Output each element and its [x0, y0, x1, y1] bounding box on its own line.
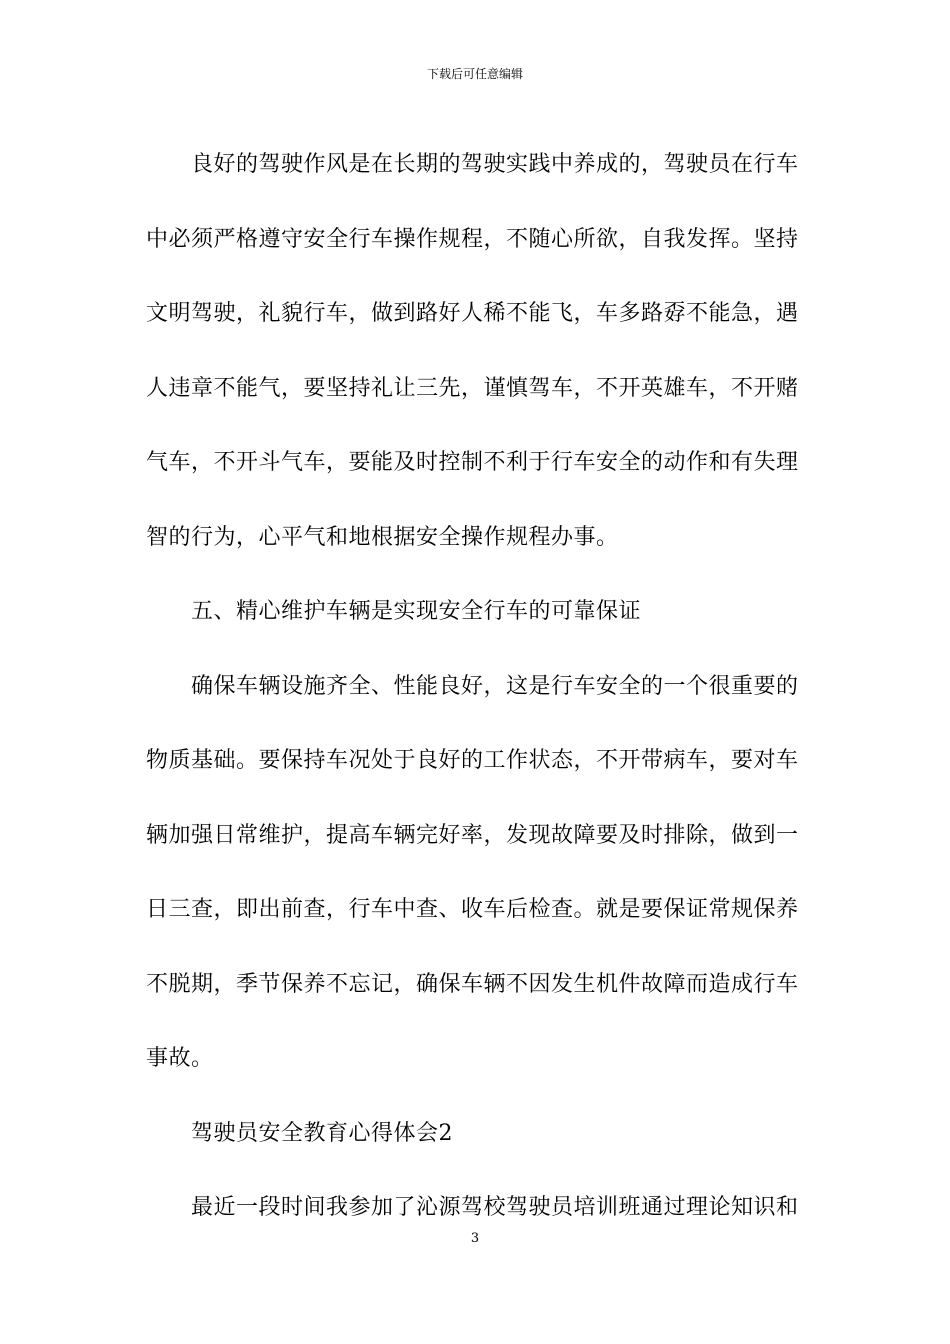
paragraph-line: 气车，不开斗气车，要能及时控制不利于行车安全的动作和有失理 — [146, 450, 799, 475]
page-number: 3 — [470, 1231, 480, 1246]
paragraph-line: 文明驾驶，礼貌行车，做到路好人稀不能飞，车多路孬不能急，遇 — [146, 301, 799, 326]
paragraph-line: 不脱期，季节保养不忘记，确保车辆不因发生机件故障而造成行车 — [146, 971, 799, 997]
paragraph-line: 事故。 — [146, 1046, 214, 1071]
page-header: 下载后可任意编辑 — [426, 67, 523, 81]
article-title: 驾驶员安全教育心得体会2 — [191, 1120, 453, 1146]
paragraph-line: 人违章不能气，要坚持礼让三先，谨慎驾车，不开英雄车，不开赌 — [146, 375, 799, 401]
body-text — [146, 128, 806, 1246]
paragraph-line: 日三查，即出前查，行车中查、收车后检查。就是要保证常规保养 — [146, 897, 799, 922]
paragraph-line: 良好的驾驶作风是在长期的驾驶实践中养成的，驾驶员在行车 — [191, 152, 799, 177]
paragraph-line: 中必须严格遵守安全行车操作规程，不随心所欲，自我发挥。坚持 — [146, 226, 799, 252]
paragraph-line: 最近一段时间我参加了沁源驾校驾驶员培训班通过理论知识和 — [191, 1195, 799, 1220]
paragraph-line: 确保车辆设施齐全、性能良好，这是行车安全的一个很重要的 — [191, 673, 799, 699]
paragraph-line: 物质基础。要保持车况处于良好的工作状态，不开带病车，要对车 — [146, 748, 799, 773]
paragraph-line: 辆加强日常维护，提高车辆完好率，发现故障要及时排除，做到一 — [146, 822, 799, 848]
section-heading: 五、精心维护车辆是实现安全行车的可靠保证 — [191, 599, 642, 624]
paragraph-line: 智的行为，心平气和地根据安全操作规程办事。 — [146, 524, 619, 550]
